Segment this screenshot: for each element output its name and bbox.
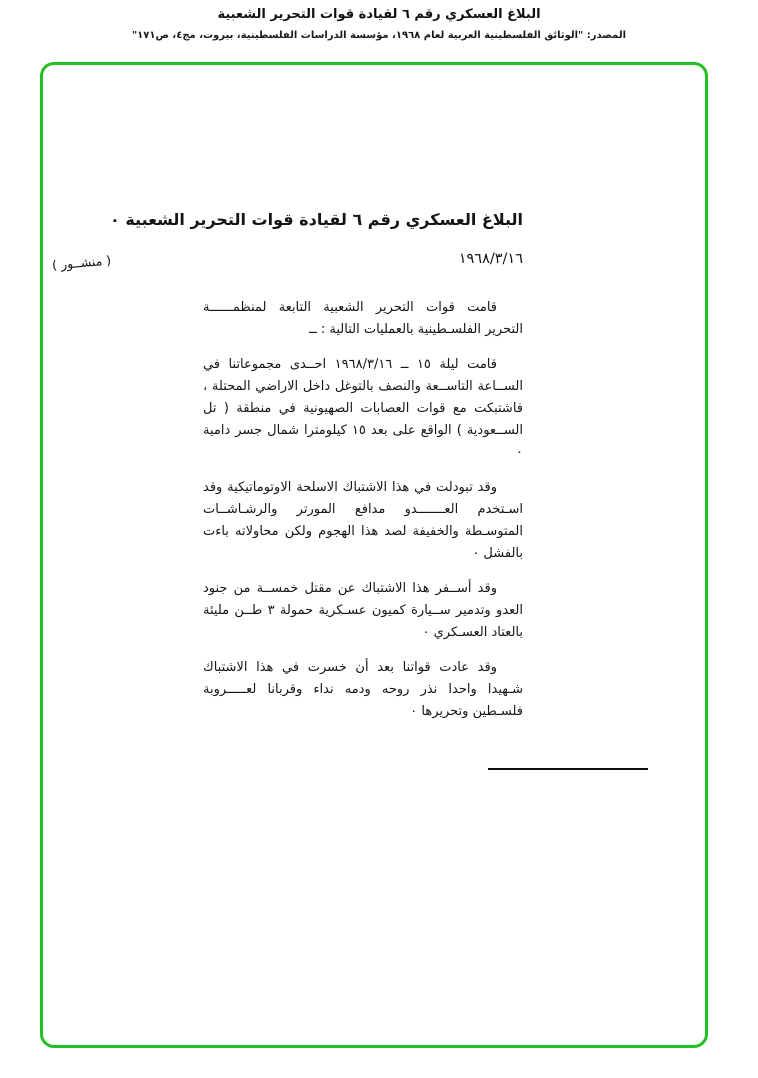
document-body	[110, 210, 523, 736]
document-date: ١٩٦٨/٣/١٦	[458, 251, 523, 267]
document-paragraph: قامت قوات التحرير الشعبية التابعة لمنظمــــــة التحرير الفلسـطينية بالعمليات التالية : ــ	[203, 300, 523, 337]
document-title: البلاغ العسكري رقم ٦ لقيادة قوات التحرير الشعبية ٠	[110, 210, 523, 229]
page-header-source: المصدر: "الوثائق الفلسطينية العربية لعام ١٩٦٨، مؤسسة الدراسات الفلسطينية، بيروت، مج٤، ص١٧١"	[131, 30, 627, 41]
document-paragraph: وقد عادت قواتنا بعد أن خسرت في هذا الاشتباك شـهيدا واحدا نذر روحه ودمه نداء وقربانا لعـــــروبة فلسـطين وتحريرها ٠	[203, 660, 523, 719]
margin-note-published: ( منشــور )	[51, 252, 112, 273]
page-header	[0, 7, 758, 41]
document-paragraph: وقد تبودلت في هذا الاشتباك الاسلحة الاوتوماتيكية وقد اسـتخدم العـــــــدو مدافع المورتر والرشـاشــات المتوسـطة والخفيفة لصد هذا الهجوم ولكن محاولاته باءت بالفشل ٠	[203, 480, 523, 561]
document-frame	[40, 62, 708, 1048]
bottom-divider	[488, 768, 648, 770]
page-header-title: البلاغ العسكري رقم ٦ لقيادة قوات التحرير الشعبية	[217, 7, 541, 22]
document-paragraph: قامت ليلة ١٥ ــ ١٩٦٨/٣/١٦ احــدى مجموعاتنا في الســاعة التاســعة والنصف بالتوغل داخل الاراضي المحتلة ، فاشتبكت مع قوات العصابات الصهيونية في منطقة ( تل الســعودية ) الواقع على بعد ١٥ كيلومترا شمال جسر دامية ٠	[203, 357, 523, 460]
document-paragraph: وقد أســفر هذا الاشتباك عن مقتل خمســة من جنود العدو وتدمير ســيارة كميون عسـكرية حمولة ٣ طــن مليئة بالعتاد العسـكري ٠	[203, 581, 523, 640]
